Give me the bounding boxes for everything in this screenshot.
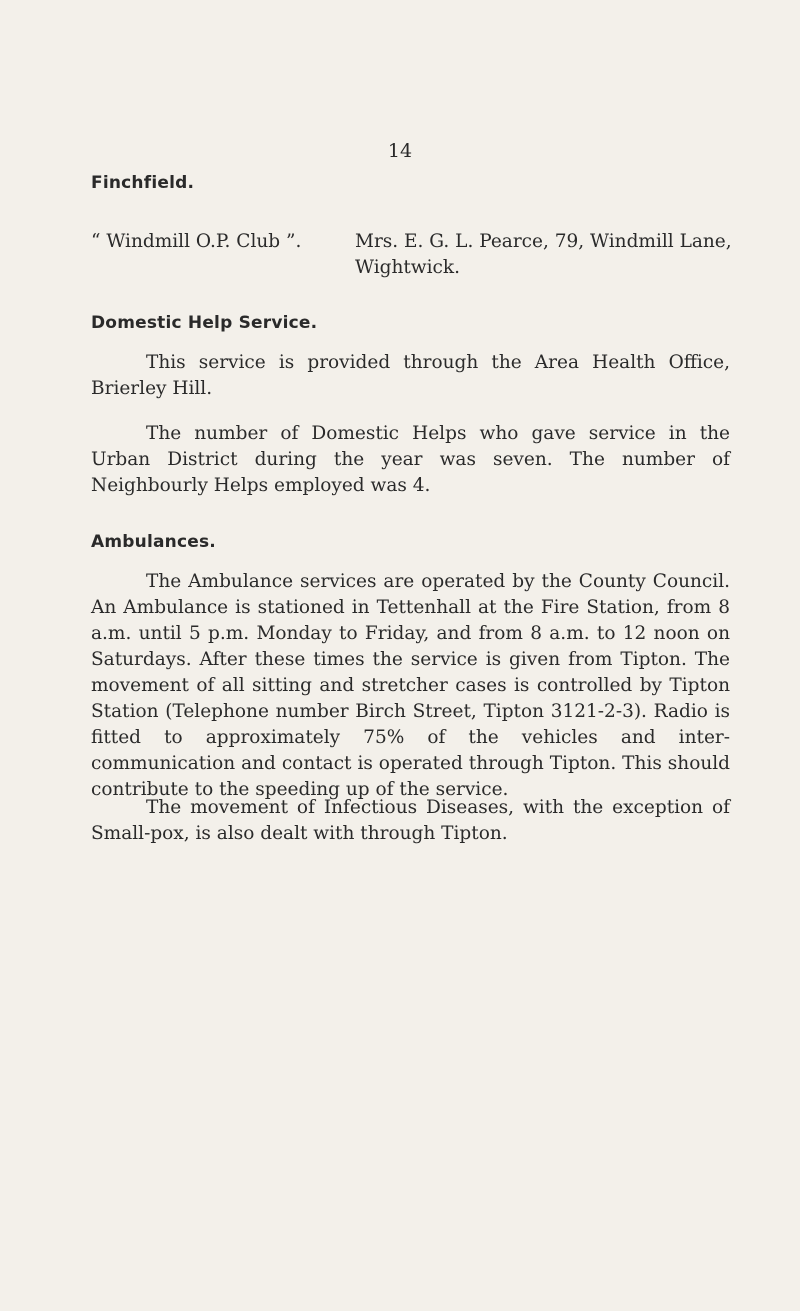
ambulances-paragraph-2: The movement of Infectious Diseases, with the exception of Small-pox, is also dealt with through Tipton.: [91, 797, 730, 844]
domestic-help-paragraph-2: The number of Domestic Helps who gave service in the Urban District during the year was seven. The number of Neighbourly Helps employed was 4.: [91, 423, 730, 496]
domestic-help-heading: Domestic Help Service.: [91, 313, 318, 333]
page-number: 14: [387, 140, 413, 162]
club-address: Mrs. E. G. L. Pearce, 79, Windmill Lane, Wightwick.: [355, 231, 732, 278]
ambulances-heading: Ambulances.: [91, 532, 216, 552]
finchfield-heading: Finchfield.: [91, 173, 195, 193]
domestic-help-paragraph-1: This service is provided through the Area Health Office, Brierley Hill.: [91, 352, 730, 399]
ambulances-paragraph-1: The Ambulance services are operated by the County Council. An Ambulance is stationed in Tettenhall at the Fire Station, from 8 a.m. until 5 p.m. Monday to Friday, and from 8 a.m. to 12 noon on Saturdays. After these times the service is given from Tipton. The movement of all sitting and stretcher cases is controlled by Tipton Station (Telephone number Birch Street, Tipton 3121-2-3). Radio is fitted to approximately 75% of the vehicles and inter-communication and contact is operated through Tipton. This should contribute to the speeding up of the service.: [91, 571, 730, 800]
club-name: “ Windmill O.P. Club ”.: [91, 231, 302, 252]
